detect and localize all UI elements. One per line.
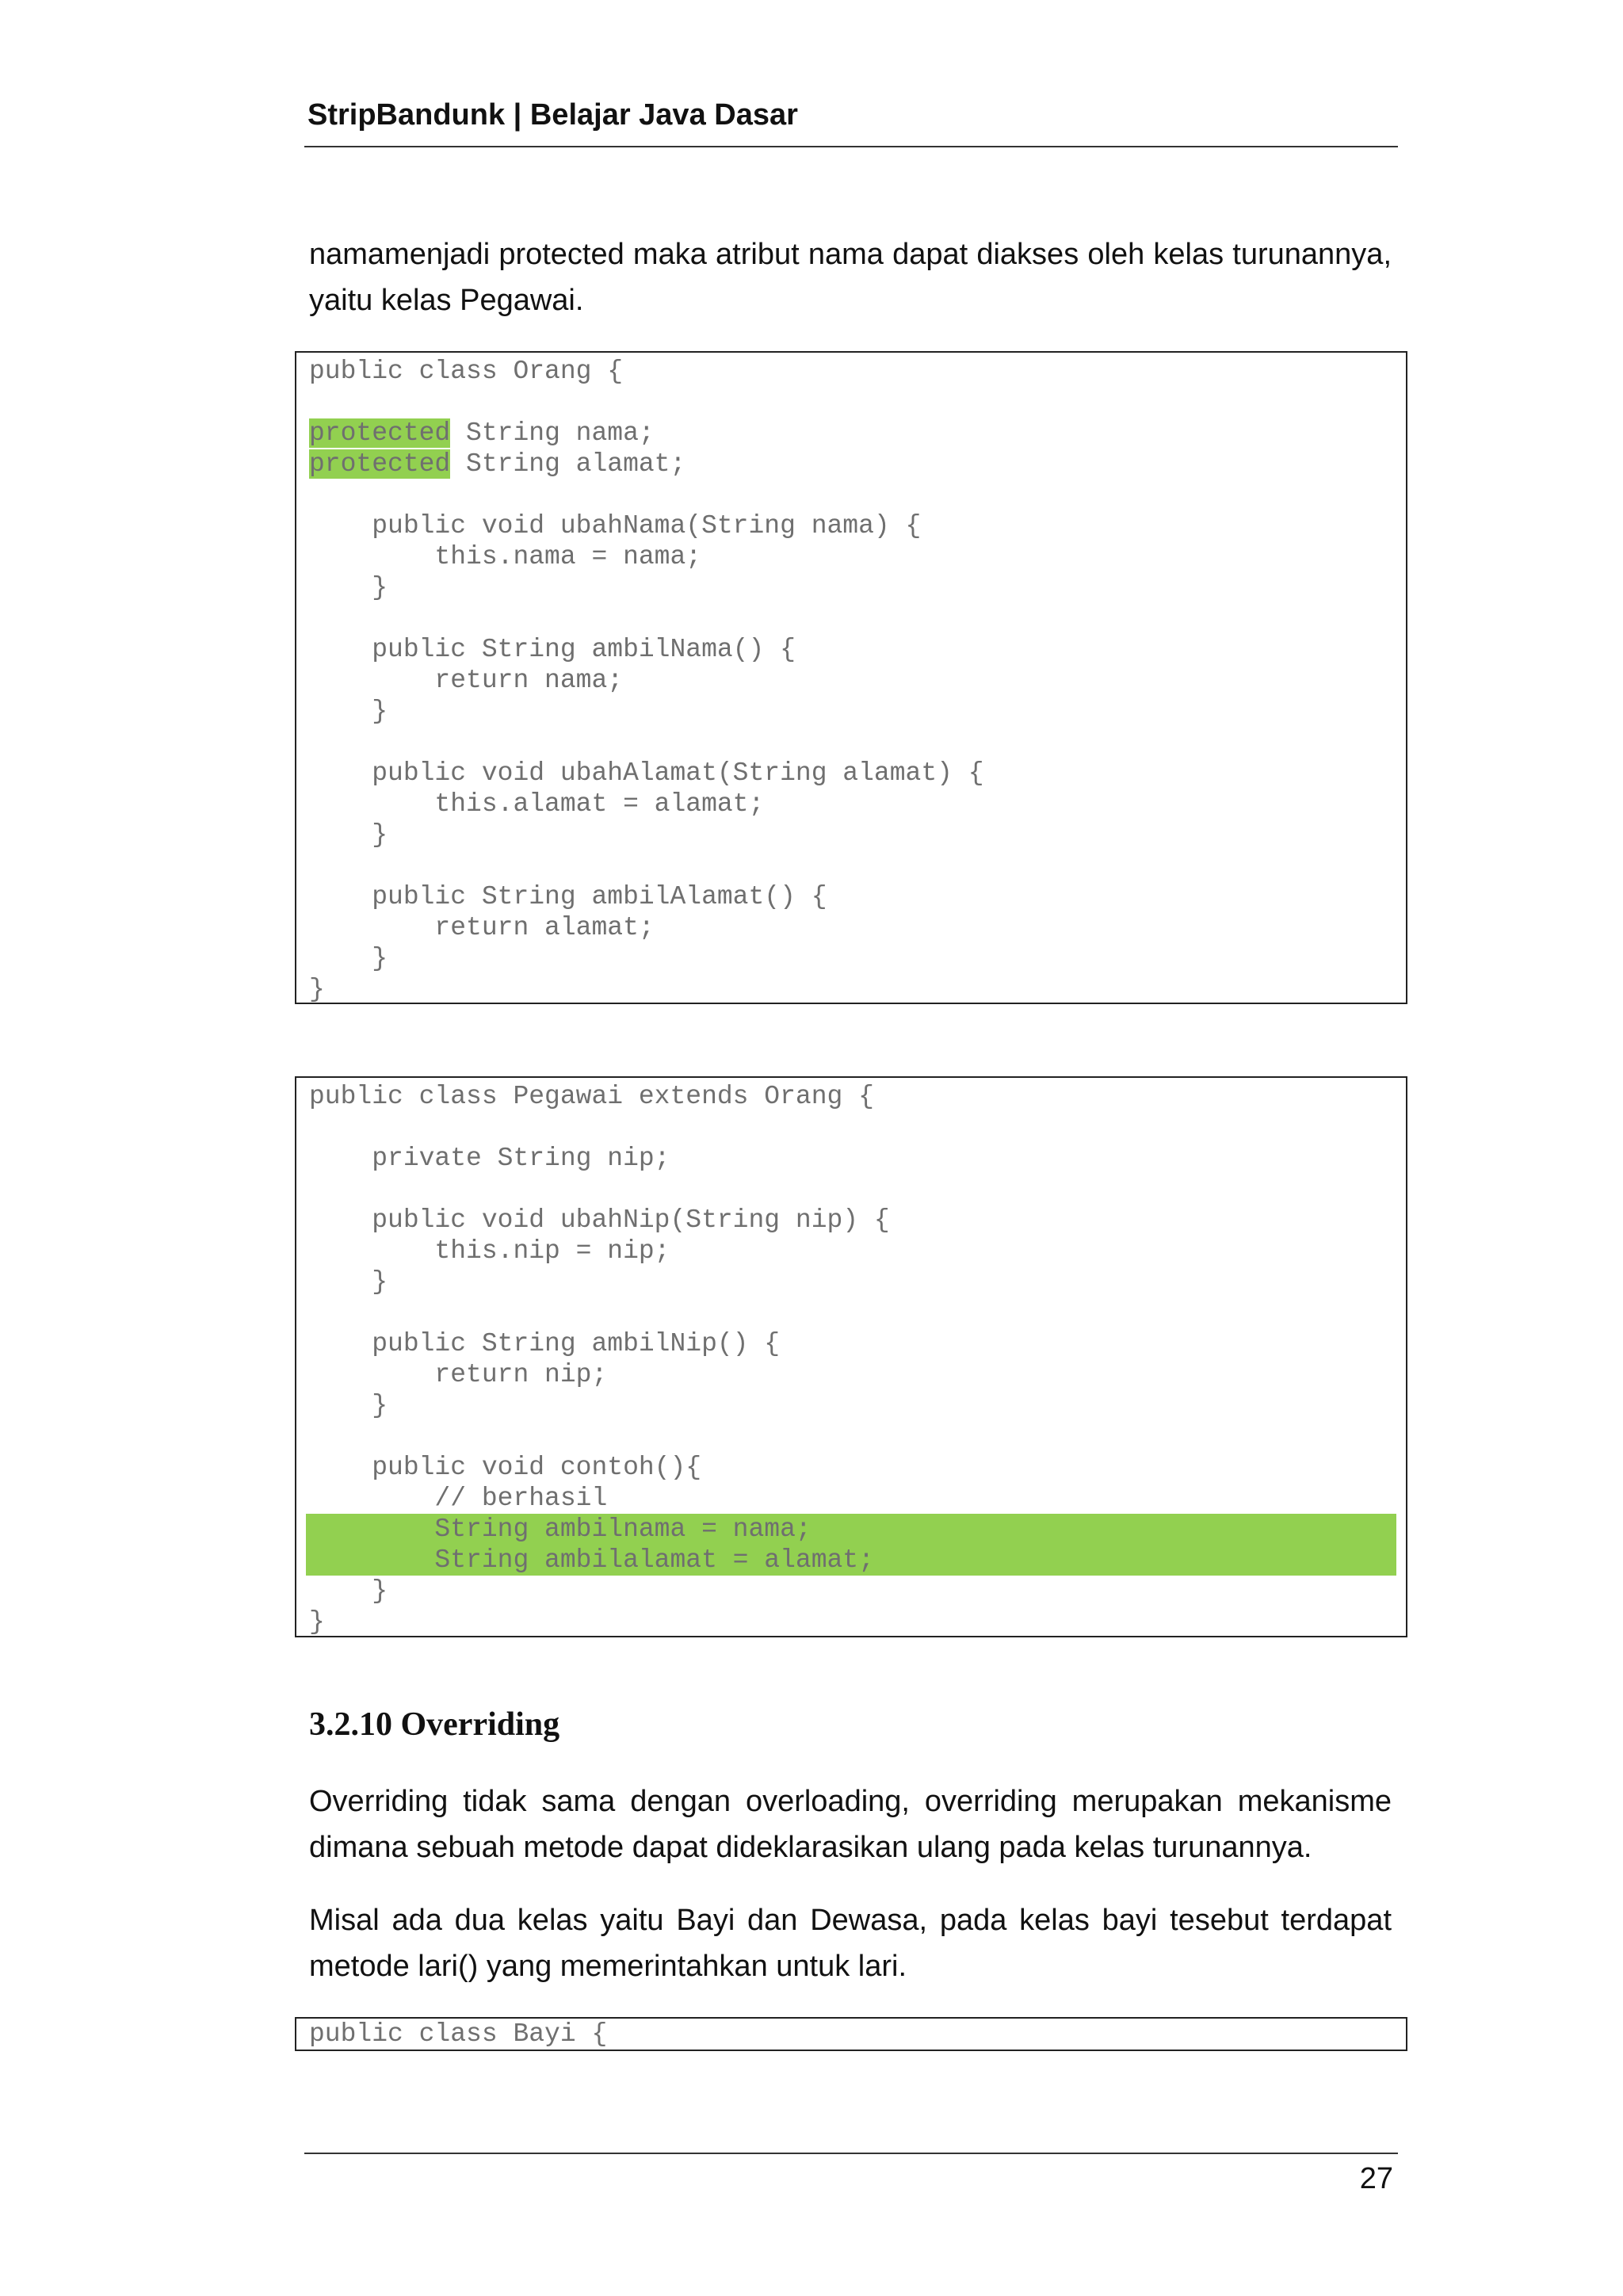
overriding-paragraph-line-1: Overriding tidak sama dengan overloading, overriding merupakan mekanisme <box>309 1785 1392 1818</box>
code-line: } <box>309 1267 388 1297</box>
footer-divider <box>304 2153 1398 2154</box>
code-line: public class Orang { <box>309 357 624 386</box>
code-line: return nip; <box>309 1360 608 1389</box>
code-line: private String nip; <box>309 1144 670 1173</box>
code-line: } <box>309 820 388 850</box>
example-paragraph-line-2: metode lari() yang memerintahkan untuk lari. <box>309 1950 907 1983</box>
code-line: public String ambilAlamat() { <box>309 882 827 911</box>
code-line: return nama; <box>309 666 624 695</box>
example-paragraph-line-1: Misal ada dua kelas yaitu Bayi dan Dewasa, pada kelas bayi tesebut terdapat <box>309 1904 1392 1937</box>
code-line: public String ambilNip() { <box>309 1329 781 1358</box>
section-heading: 3.2.10 Overriding <box>309 1706 560 1743</box>
intro-paragraph-line-1: namamenjadi protected maka atribut nama dapat diakses oleh kelas turunannya, <box>309 238 1392 271</box>
code-text: String alamat; <box>466 449 686 479</box>
code-line: return alamat; <box>309 913 655 942</box>
code-block-bayi <box>295 2017 1407 2051</box>
code-line: public String ambilNama() { <box>309 635 796 664</box>
code-block-orang <box>295 351 1407 1004</box>
code-line: this.nip = nip; <box>309 1236 670 1266</box>
highlighted-keyword: protected <box>309 449 451 479</box>
code-line: public class Pegawai extends Orang { <box>309 1082 874 1111</box>
code-line: } <box>309 1607 325 1637</box>
code-line <box>309 449 685 479</box>
code-line: public class Bayi { <box>309 2019 608 2049</box>
header-divider <box>304 146 1398 147</box>
code-line: public void ubahNip(String nip) { <box>309 1205 890 1235</box>
code-line: } <box>309 1391 388 1420</box>
code-line: } <box>309 697 388 726</box>
code-line: this.nama = nama; <box>309 542 702 571</box>
code-text: String nama; <box>466 418 655 448</box>
intro-paragraph-line-2: yaitu kelas Pegawai. <box>309 284 584 317</box>
code-line: } <box>309 944 388 973</box>
page-number: 27 <box>1359 2162 1393 2195</box>
code-line: String ambilalamat = alamat; <box>309 1545 874 1575</box>
code-line: } <box>309 975 325 1004</box>
code-line: } <box>309 1576 388 1606</box>
code-line: String ambilnama = nama; <box>309 1515 812 1544</box>
highlighted-keyword: protected <box>309 418 451 448</box>
code-line: public void ubahAlamat(String alamat) { <box>309 758 984 788</box>
code-line: this.alamat = alamat; <box>309 789 765 819</box>
page-header-title: StripBandunk | Belajar Java Dasar <box>307 98 798 132</box>
code-line: public void contoh(){ <box>309 1453 702 1482</box>
overriding-paragraph-line-2: dimana sebuah metode dapat dideklarasikan ulang pada kelas turunannya. <box>309 1831 1312 1864</box>
code-line <box>309 418 655 449</box>
code-block-pegawai <box>295 1076 1407 1637</box>
code-line: public void ubahNama(String nama) { <box>309 511 922 541</box>
code-line: } <box>309 573 388 602</box>
code-line: // berhasil <box>309 1484 608 1513</box>
